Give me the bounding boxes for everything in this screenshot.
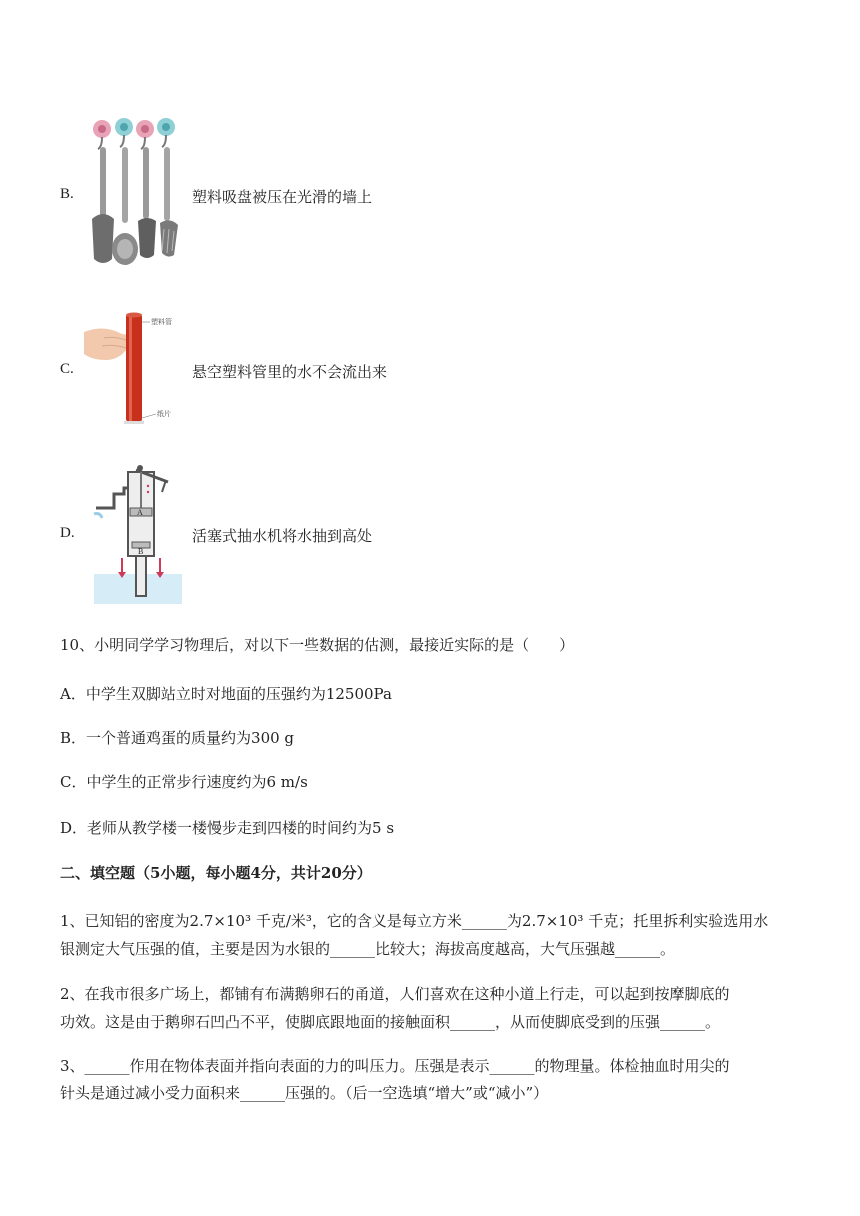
plastic-tube-image (84, 308, 184, 434)
option-c-text: 悬空塑料管里的水不会流出来 (192, 363, 388, 381)
fill-question-2-line-1: 2、在我市很多广场上，都铺有布满鹅卵石的甬道，人们喜欢在这种小道上行走，可以起到按摩脚底的 (60, 985, 730, 1003)
fill-question-3-line-2: 针头是通过减小受力面积来______压强的。（后一空选填“增大”或“减小”） (60, 1084, 549, 1102)
option-d-letter: D. (60, 525, 75, 541)
question-10-option-c: C．中学生的正常步行速度约为6 m/s (60, 773, 308, 791)
section-2-heading: 二、填空题（5小题，每小题4分，共计20分） (60, 864, 372, 882)
option-d-text: 活塞式抽水机将水抽到高处 (192, 527, 373, 545)
question-10-stem: 10、小明同学学习物理后，对以下一些数据的估测，最接近实际的是（ ） (60, 636, 575, 654)
option-b-text: 塑料吸盘被压在光滑的墙上 (192, 188, 373, 206)
option-b-letter: B. (60, 186, 74, 202)
question-10-option-b: B．一个普通鸡蛋的质量约为300 g (60, 729, 295, 747)
fill-question-1-line-2: 银测定大气压强的值，主要是因为水银的______比较大；海拔高度越高，大气压强越______。 (60, 940, 676, 958)
question-10-option-a: A．中学生双脚站立时对地面的压强约为12500Pa (60, 685, 392, 703)
fill-question-3-line-1: 3、______作用在物体表面并指向表面的力的叫压力。压强是表示______的物理量。体检抽血时用尖的 (60, 1057, 730, 1075)
fill-question-2-line-2: 功效。这是由于鹅卵石凹凸不平，使脚底跟地面的接触面积______，从而使脚底受到的压强______。 (60, 1013, 721, 1031)
tube-label: 塑料管 (151, 318, 172, 326)
option-c-letter: C. (60, 361, 74, 377)
valve-a-label: A (137, 508, 143, 517)
fill-question-1-line-1: 1、已知铝的密度为2.7×10³ 千克/米³，它的含义是每立方米______为2.7×10³ 千克；托里拆利实验选用水 (60, 912, 769, 930)
question-10-option-d: D．老师从教学楼一楼慢步走到四楼的时间约为5 s (60, 819, 395, 837)
suction-cup-utensils-image (86, 115, 182, 275)
valve-b-label: B (138, 547, 144, 556)
paper-label: 纸片 (157, 410, 171, 418)
piston-pump-image (92, 462, 184, 610)
